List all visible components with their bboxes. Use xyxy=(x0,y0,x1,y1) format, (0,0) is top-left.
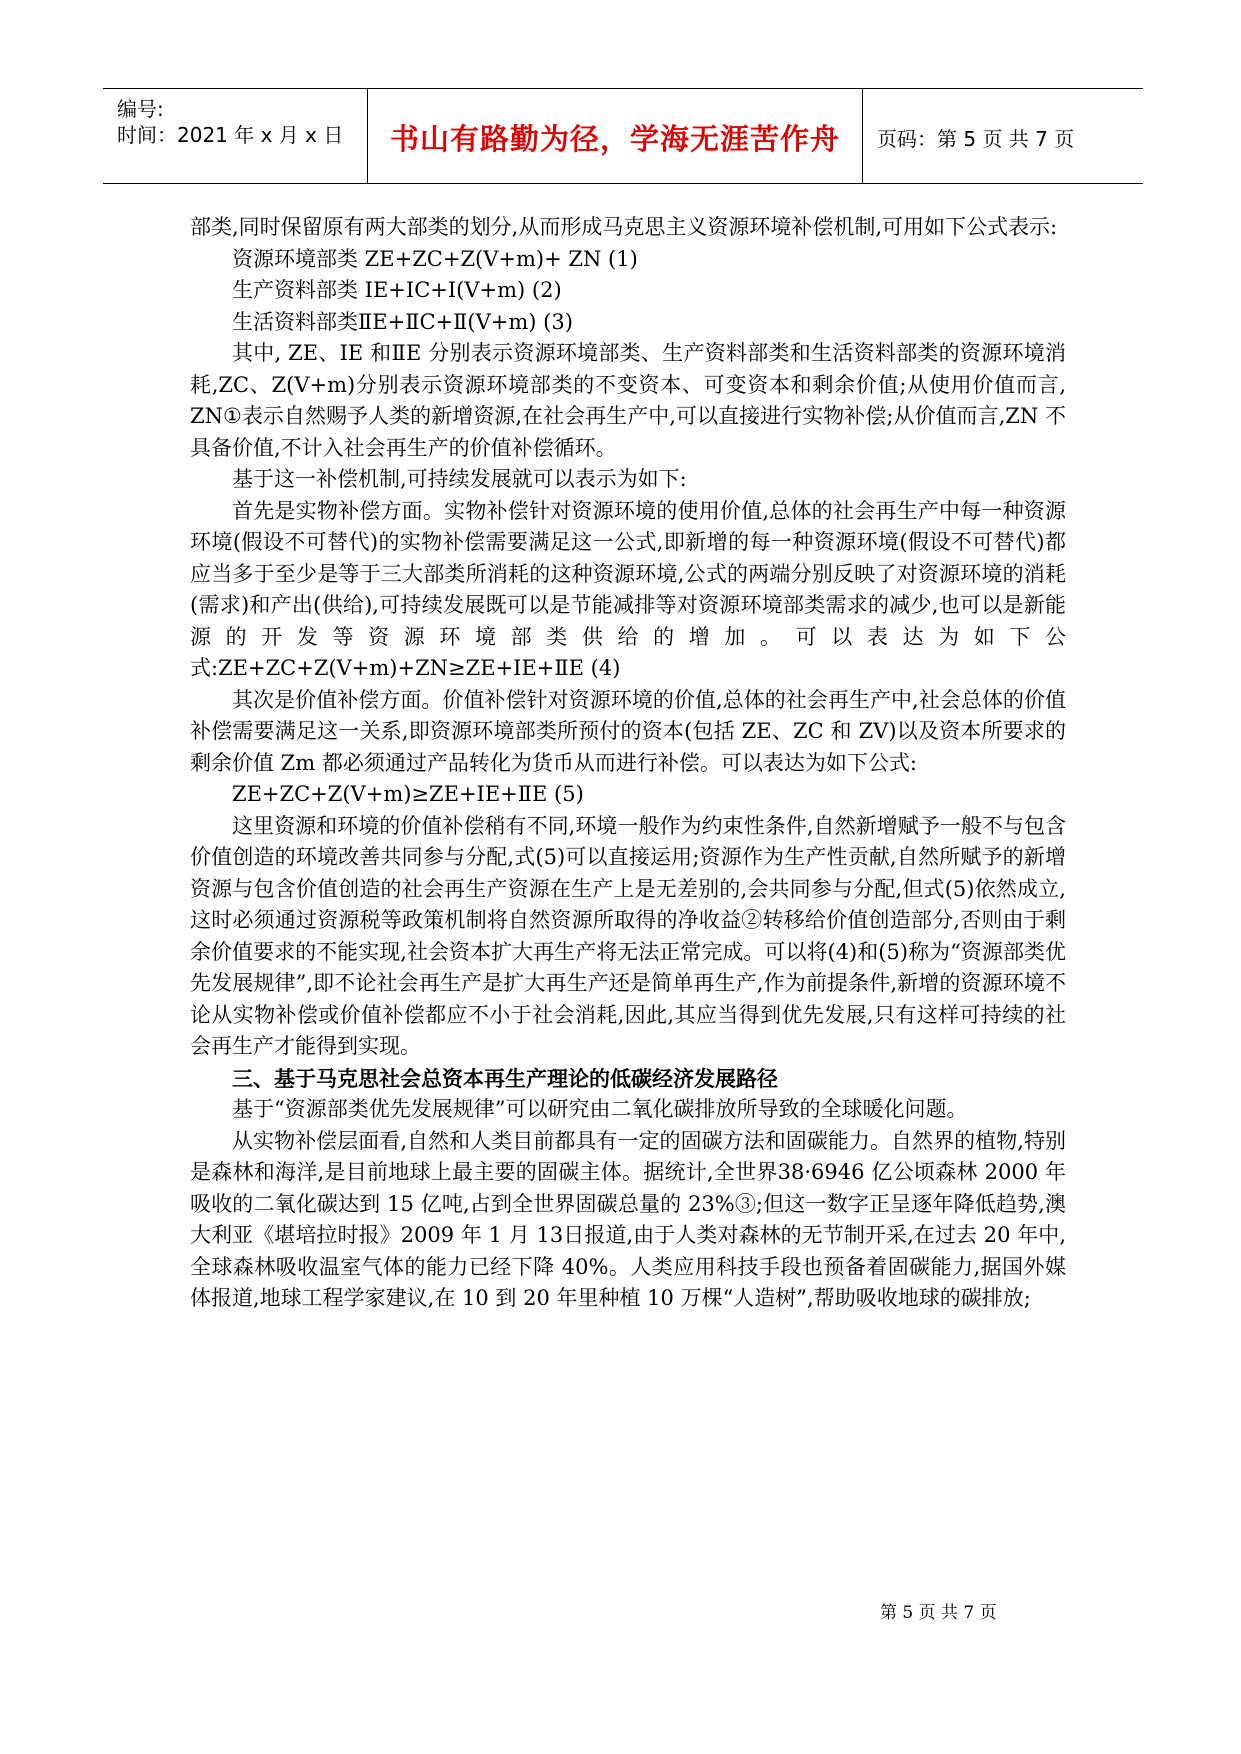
document-body xyxy=(190,212,1066,1315)
serial-number-label: 编号: xyxy=(117,97,164,121)
paragraph-carbon-sequestration: 从实物补偿层面看,自然和人类目前都具有一定的固碳方法和固碳能力。自然界的植物,特别是森林和海洋,是目前地球上最主要的固碳主体。据统计,全世界38·6946 亿公顷森林 2000 年吸收的二氧化碳达到 15 亿吨,占到全世界固碳总量的 23%③;但这一数字正呈逐年降低趋势,澳大利亚《堪培拉时报》2009 年 1 月 13日报道,由于人类对森林的无节制开采,在过去 20 年中,全球森林吸收温室气体的能力已经下降 40%。人类应用科技手段也预备着固碳能力,据国外媒体报道,地球工程学家建议,在 10 到 20 年里种植 10 万棵“人造树”,帮助吸收地球的碳排放; xyxy=(190,1128,1066,1310)
formula-1: 资源环境部类 ZE+ZC+Z(V+m)+ ZN (1) xyxy=(232,246,638,271)
header-page-cell xyxy=(863,89,1143,183)
motto-text: 书山有路勤为径，学海无涯苦作舟 xyxy=(389,122,840,156)
formula-3: 生活资料部类ⅡE+ⅡC+Ⅱ(V+m) (3) xyxy=(232,309,573,334)
paragraph-physical-compensation: 首先是实物补偿方面。实物补偿针对资源环境的使用价值,总体的社会再生产中每一种资源环境(假设不可替代)的实物补偿需要满足这一公式,即新增的每一种资源环境(假设不可替代)都应当多于至少是等于三大部类所消耗的这种资源环境,公式的两端分别反映了对资源环境的消耗(需求)和产出(供给),可持续发展既可以是节能减排等对资源环境部类需求的减少,也可以是新能源的开发等资源环境部类供给的增加。可以表达为如下公式:ZE+ZC+Z(V+m)+ZN≥ZE+IE+ⅡE (4) xyxy=(190,498,1066,680)
page-footer: 第 5 页 共 7 页 xyxy=(880,1603,997,1623)
paragraph-intro-continued: 部类,同时保留原有两大部类的划分,从而形成马克思主义资源环境补偿机制,可用如下公式表示: xyxy=(190,215,1058,239)
paragraph-global-warming: 基于“资源部类优先发展规律”可以研究由二氧化碳排放所导致的全球暖化问题。 xyxy=(232,1097,968,1121)
paragraph-sustainability-intro: 基于这一补偿机制,可持续发展就可以表示为如下: xyxy=(232,467,687,491)
formula-5: ZE+ZC+Z(V+m)≥ZE+IE+ⅡE (5) xyxy=(232,782,584,806)
paragraph-resource-priority-law: 这里资源和环境的价值补偿稍有不同,环境一般作为约束性条件,自然新增赋予一般不与包含价值创造的环境改善共同参与分配,式(5)可以直接运用;资源作为生产性贡献,自然所赋予的新增资源与包含价值创造的社会再生产资源在生产上是无差别的,会共同参与分配,但式(5)依然成立,这时必须通过资源税等政策机制将自然资源所取得的净收益②转移给价值创造部分,否则由于剩余价值要求的不能实现,社会资本扩大再生产将无法正常完成。可以将(4)和(5)称为“资源部类优先发展规律”,即不论社会再生产是扩大再生产还是简单再生产,作为前提条件,新增的资源环境不论从实物补偿或价值补偿都应不小于社会消耗,因此,其应当得到优先发展,只有这样可持续的社会再生产才能得到实现。 xyxy=(190,813,1066,1058)
header-motto-cell xyxy=(367,89,863,183)
paragraph-value-compensation: 其次是价值补偿方面。价值补偿针对资源环境的价值,总体的社会再生产中,社会总体的价值补偿需要满足这一关系,即资源环境部类所预付的资本(包括 ZE、ZC 和 ZV)以及资本所要求的剩余价值 Zm 都必须通过产品转化为货币从而进行补偿。可以表达为如下公式: xyxy=(190,687,1066,775)
section-heading: 三、基于马克思社会总资本再生产理论的低碳经济发展路径 xyxy=(232,1065,778,1091)
header-info-cell xyxy=(103,89,367,183)
formula-2: 生产资料部类 IE+IC+I(V+m) (2) xyxy=(232,278,562,302)
paragraph-definitions: 其中, ZE、IE 和ⅡE 分别表示资源环境部类、生产资料部类和生活资料部类的资源环境消耗,ZC、Z(V+m)分别表示资源环境部类的不变资本、可变资本和剩余价值;从使用价值而言, ZN①表示自然赐予人类的新增资源,在社会再生产中,可以直接进行实物补偿;从价值而言,ZN 不具备价值,不计入社会再生产的价值补偿循环。 xyxy=(190,341,1066,460)
date-label: 时间：2021 年 x 月 x 日 xyxy=(117,123,344,147)
page-code-label: 页码：第 5 页 共 7 页 xyxy=(877,127,1075,151)
page-header xyxy=(103,88,1143,184)
